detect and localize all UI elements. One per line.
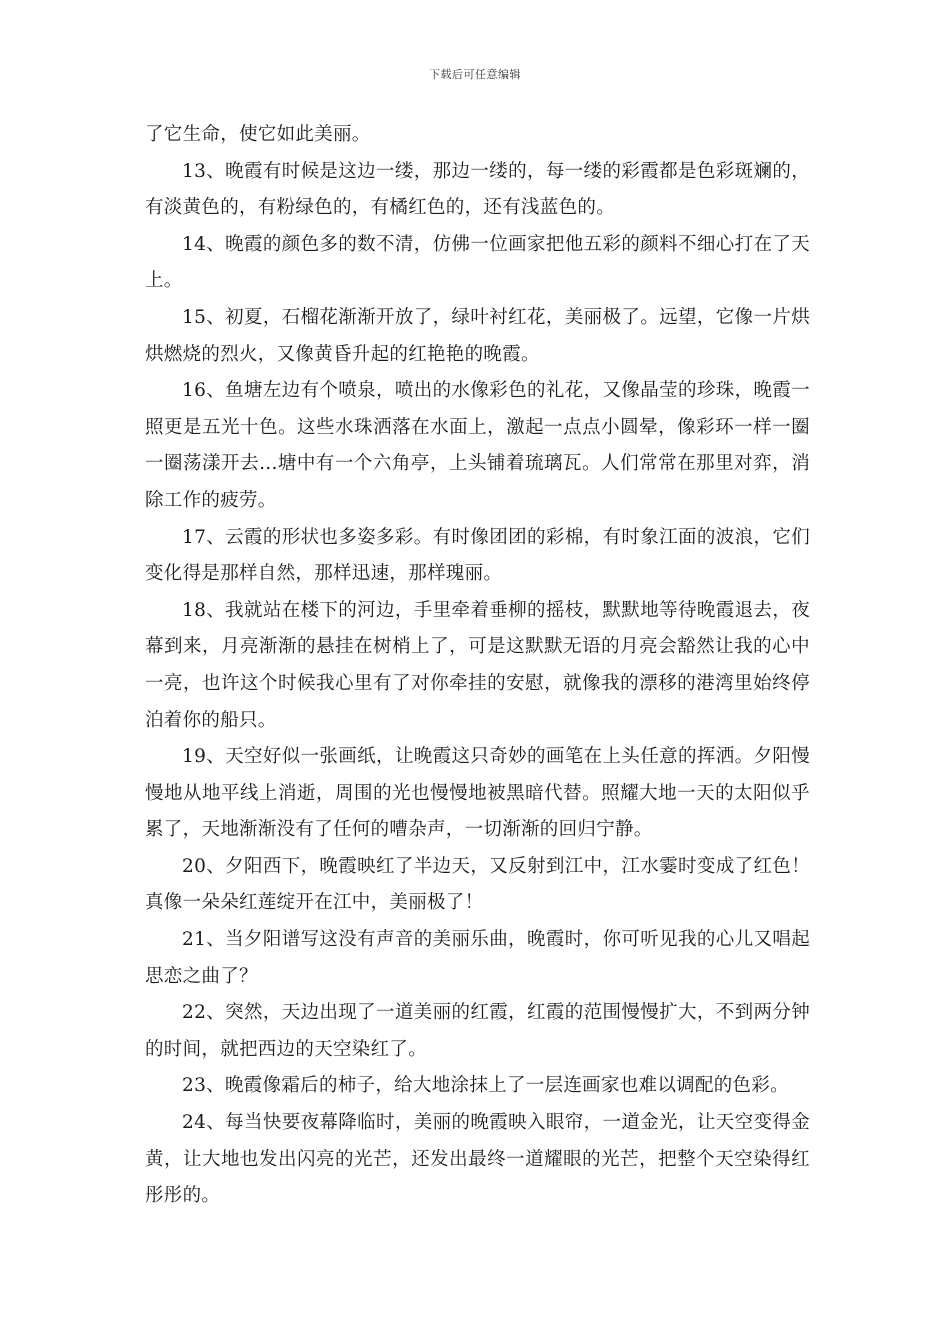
paragraph: 24、每当快要夜幕降临时，美丽的晚霞映入眼帘，一道金光，让天空变得金黄，让大地也发出闪亮的光芒，还发出最终一道耀眼的光芒，把整个天空染得红彤彤的。 bbox=[145, 1112, 810, 1207]
paragraph: 13、晚霞有时候是这边一缕，那边一缕的，每一缕的彩霞都是色彩斑斓的，有淡黄色的，有粉绿色的，有橘红色的，还有浅蓝色的。 bbox=[145, 160, 810, 219]
paragraph: 20、夕阳西下，晚霞映红了半边天，又反射到江中，江水霎时变成了红色！真像一朵朵红莲绽开在江中，美丽极了！ bbox=[145, 855, 810, 914]
paragraph: 21、当夕阳谱写这没有声音的美丽乐曲，晚霞时，你可听见我的心儿又唱起思恋之曲了？ bbox=[145, 929, 810, 987]
paragraph: 14、晚霞的颜色多的数不清，仿佛一位画家把他五彩的颜料不细心打在了天上。 bbox=[145, 233, 810, 292]
paragraph: 16、鱼塘左边有个喷泉，喷出的水像彩色的礼花，又像晶莹的珍珠，晚霞一照更是五光十色。这些水珠洒落在水面上，激起一点点小圆晕，像彩环一样一圈一圈荡漾开去...塘中有一个六角亭，上头铺着琉璃瓦。人们常常在那里对弈，消除工作的疲劳。 bbox=[145, 380, 810, 511]
document-body bbox=[145, 117, 810, 1215]
paragraph: 22、突然，天边出现了一道美丽的红霞，红霞的范围慢慢扩大，不到两分钟的时间，就把西边的天空染红了。 bbox=[145, 1002, 810, 1060]
paragraph: 17、云霞的形状也多姿多彩。有时像团团的彩棉，有时象江面的波浪，它们变化得是那样自然，那样迅速，那样瑰丽。 bbox=[145, 526, 810, 585]
page-header: 下载后可任意编辑 bbox=[429, 68, 521, 81]
paragraph: 15、初夏，石榴花渐渐开放了，绿叶衬红花，美丽极了。远望，它像一片烘烘燃烧的烈火，又像黄昏升起的红艳艳的晚霞。 bbox=[145, 306, 810, 365]
paragraph: 19、天空好似一张画纸，让晚霞这只奇妙的画笔在上头任意的挥洒。夕阳慢慢地从地平线上消逝，周围的光也慢慢地被黑暗代替。照耀大地一天的太阳似乎累了，天地渐渐没有了任何的嘈杂声，一切渐渐的回归宁静。 bbox=[145, 746, 810, 841]
paragraph: 23、晚霞像霜后的柿子，给大地涂抹上了一层连画家也难以调配的色彩。 bbox=[182, 1075, 789, 1097]
paragraph: 18、我就站在楼下的河边，手里牵着垂柳的摇枝，默默地等待晚霞退去，夜幕到来，月亮渐渐的悬挂在树梢上了，可是这默默无语的月亮会豁然让我的心中一亮，也许这个时候我心里有了对你牵挂的安慰，就像我的漂移的港湾里始终停泊着你的船只。 bbox=[145, 599, 810, 731]
paragraph: 了它生命，使它如此美丽。 bbox=[145, 124, 371, 145]
